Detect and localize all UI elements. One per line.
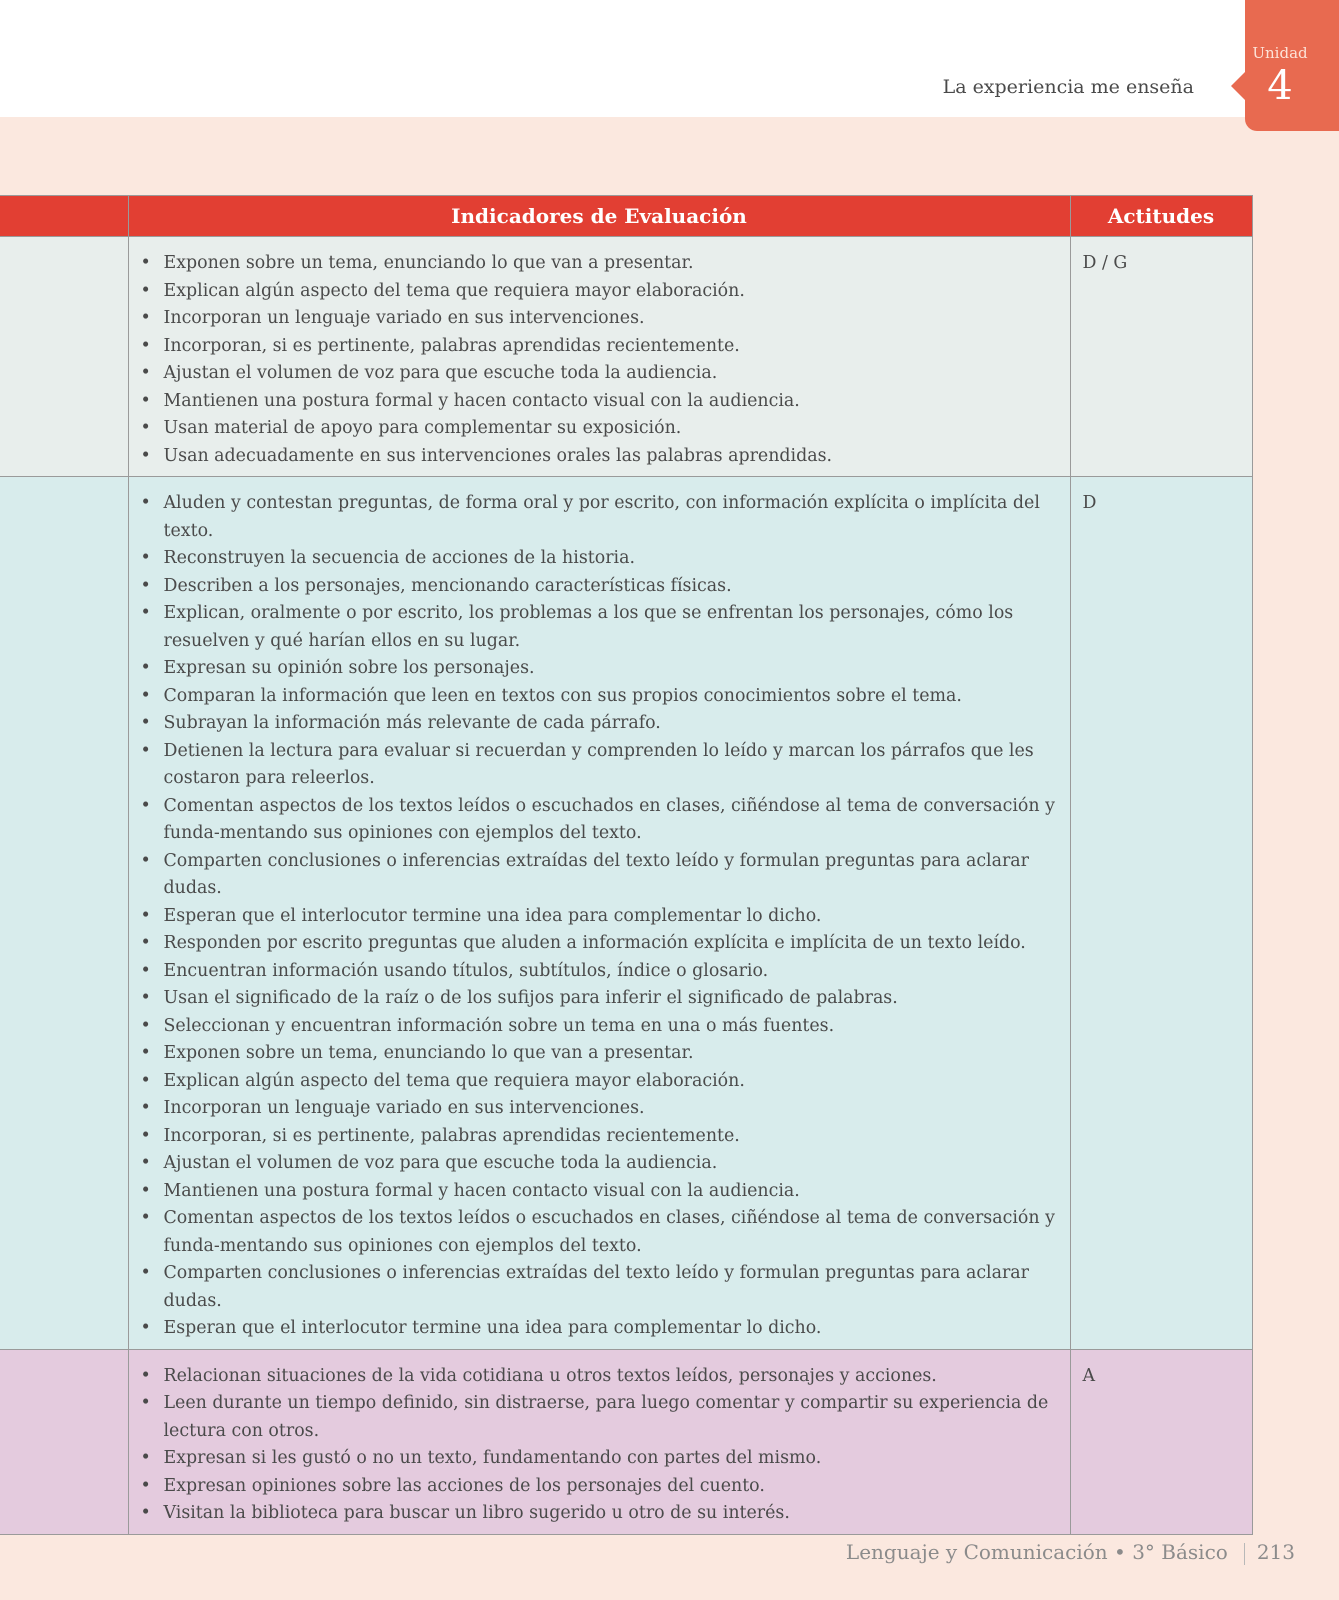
indicator-item: • Ajustan el volumen de voz para que escuche toda la audiencia. bbox=[164, 1150, 1062, 1178]
indicator-item: • Responden por escrito preguntas que aluden a información explícita e implícita de un texto leído. bbox=[164, 930, 1062, 958]
table-row bbox=[0, 237, 1252, 477]
actitudes-cell bbox=[1070, 477, 1252, 1350]
page-header bbox=[0, 0, 1339, 117]
unit-number: 4 bbox=[1267, 63, 1293, 109]
indicator-item: • Usan adecuadamente en sus intervenciones orales las palabras aprendidas. bbox=[164, 443, 1062, 471]
indicator-item: • Expresan si les gustó o no un texto, fundamentando con partes del mismo. bbox=[164, 1445, 1062, 1473]
indicator-list bbox=[129, 237, 1070, 476]
indicator-item: • Detienen la lectura para evaluar si recuerdan y comprenden lo leído y marcan los párrafos que les costaron para releerlos. bbox=[164, 738, 1062, 793]
indicator-item: • Usan material de apoyo para complementar su exposición. bbox=[164, 415, 1062, 443]
header-cell-blank bbox=[0, 196, 128, 237]
indicators-cell bbox=[128, 477, 1070, 1350]
indicator-item: • Esperan que el interlocutor termine una idea para complementar lo dicho. bbox=[164, 903, 1062, 931]
indicator-item: • Usan el significado de la raíz o de los sufijos para inferir el significado de palabras. bbox=[164, 985, 1062, 1013]
table-row bbox=[0, 477, 1252, 1350]
evaluation-table bbox=[0, 195, 1253, 1535]
indicator-item: • Explican, oralmente o por escrito, los problemas a los que se enfrentan los personajes, cómo los resuelven y qué harían ellos en su lugar. bbox=[164, 600, 1062, 655]
footer-subject: Lenguaje y Comunicación • 3° Básico bbox=[845, 1540, 1228, 1564]
indicator-item: • Incorporan un lenguaje variado en sus intervenciones. bbox=[164, 1095, 1062, 1123]
indicators-cell bbox=[128, 1349, 1070, 1534]
actitudes-value: D bbox=[1082, 493, 1097, 513]
indicator-list bbox=[129, 477, 1070, 1349]
actitudes-cell bbox=[1070, 237, 1252, 477]
unit-label: Unidad bbox=[1252, 44, 1308, 62]
indicator-item: • Expresan su opinión sobre los personajes. bbox=[164, 655, 1062, 683]
indicator-item: • Explican algún aspecto del tema que requiera mayor elaboración. bbox=[164, 1068, 1062, 1096]
actitudes-cell bbox=[1070, 1349, 1252, 1534]
indicator-item: • Explican algún aspecto del tema que requiera mayor elaboración. bbox=[164, 278, 1062, 306]
indicator-item: • Comparten conclusiones o inferencias extraídas del texto leído y formulan preguntas para aclarar dudas. bbox=[164, 1260, 1062, 1315]
row-label-cell bbox=[0, 237, 128, 477]
indicator-item: • Aluden y contestan preguntas, de forma oral y por escrito, con información explícita o implícita del texto. bbox=[164, 490, 1062, 545]
indicators-cell bbox=[128, 237, 1070, 477]
indicator-item: • Seleccionan y encuentran información sobre un tema en una o más fuentes. bbox=[164, 1013, 1062, 1041]
actitudes-value: A bbox=[1082, 1365, 1096, 1386]
indicator-item: • Subrayan la información más relevante de cada párrafo. bbox=[164, 710, 1062, 738]
table-header-row bbox=[0, 196, 1252, 237]
indicator-item: • Esperan que el interlocutor termine una idea para complementar lo dicho. bbox=[164, 1315, 1062, 1343]
indicator-item: • Leen durante un tiempo definido, sin distraerse, para luego comentar y compartir su experiencia de lectura con otros. bbox=[164, 1390, 1062, 1445]
header-cell-actitudes: Actitudes bbox=[1070, 196, 1252, 237]
indicator-item: • Incorporan, si es pertinente, palabras aprendidas recientemente. bbox=[164, 1123, 1062, 1151]
indicator-list bbox=[129, 1350, 1070, 1534]
page-number: 213 bbox=[1256, 1540, 1295, 1564]
indicator-item: • Mantienen una postura formal y hacen contacto visual con la audiencia. bbox=[164, 388, 1062, 416]
unit-tab-pointer bbox=[1231, 72, 1245, 100]
indicator-item: • Describen a los personajes, mencionando características físicas. bbox=[164, 573, 1062, 601]
unit-title: La experiencia me enseña bbox=[942, 76, 1194, 98]
indicator-item: • Encuentran información usando títulos, subtítulos, índice o glosario. bbox=[164, 958, 1062, 986]
indicator-item: • Mantienen una postura formal y hacen contacto visual con la audiencia. bbox=[164, 1178, 1062, 1206]
indicator-item: • Relacionan situaciones de la vida cotidiana u otros textos leídos, personajes y acciones. bbox=[164, 1363, 1062, 1391]
indicator-item: • Comentan aspectos de los textos leídos o escuchados en clases, ciñéndose al tema de conversación y funda-mentando sus opiniones con ejemplos del texto. bbox=[164, 793, 1062, 848]
indicator-item: • Visitan la biblioteca para buscar un libro sugerido u otro de su interés. bbox=[164, 1500, 1062, 1528]
unit-tab bbox=[1245, 0, 1339, 131]
page-footer bbox=[846, 1540, 1295, 1565]
indicator-item: • Exponen sobre un tema, enunciando lo que van a presentar. bbox=[164, 250, 1062, 278]
header-cell-indicadores: Indicadores de Evaluación bbox=[128, 196, 1070, 237]
indicator-item: • Exponen sobre un tema, enunciando lo que van a presentar. bbox=[164, 1040, 1062, 1068]
indicator-item: • Comparten conclusiones o inferencias extraídas del texto leído y formulan preguntas para aclarar dudas. bbox=[164, 848, 1062, 903]
indicator-item: • Ajustan el volumen de voz para que escuche toda la audiencia. bbox=[164, 360, 1062, 388]
row-label-cell bbox=[0, 1349, 128, 1534]
indicator-item: • Comparan la información que leen en textos con sus propios conocimientos sobre el tema. bbox=[164, 683, 1062, 711]
indicator-item: • Incorporan un lenguaje variado en sus intervenciones. bbox=[164, 305, 1062, 333]
row-label-cell bbox=[0, 477, 128, 1350]
indicator-item: • Incorporan, si es pertinente, palabras aprendidas recientemente. bbox=[164, 333, 1062, 361]
indicator-item: • Reconstruyen la secuencia de acciones de la historia. bbox=[164, 545, 1062, 573]
indicator-item: • Expresan opiniones sobre las acciones de los personajes del cuento. bbox=[164, 1473, 1062, 1501]
indicator-item: • Comentan aspectos de los textos leídos o escuchados en clases, ciñéndose al tema de conversación y funda-mentando sus opiniones con ejemplos del texto. bbox=[164, 1205, 1062, 1260]
actitudes-value: D / G bbox=[1082, 253, 1128, 273]
table-row bbox=[0, 1349, 1252, 1534]
footer-divider bbox=[1244, 1543, 1245, 1565]
